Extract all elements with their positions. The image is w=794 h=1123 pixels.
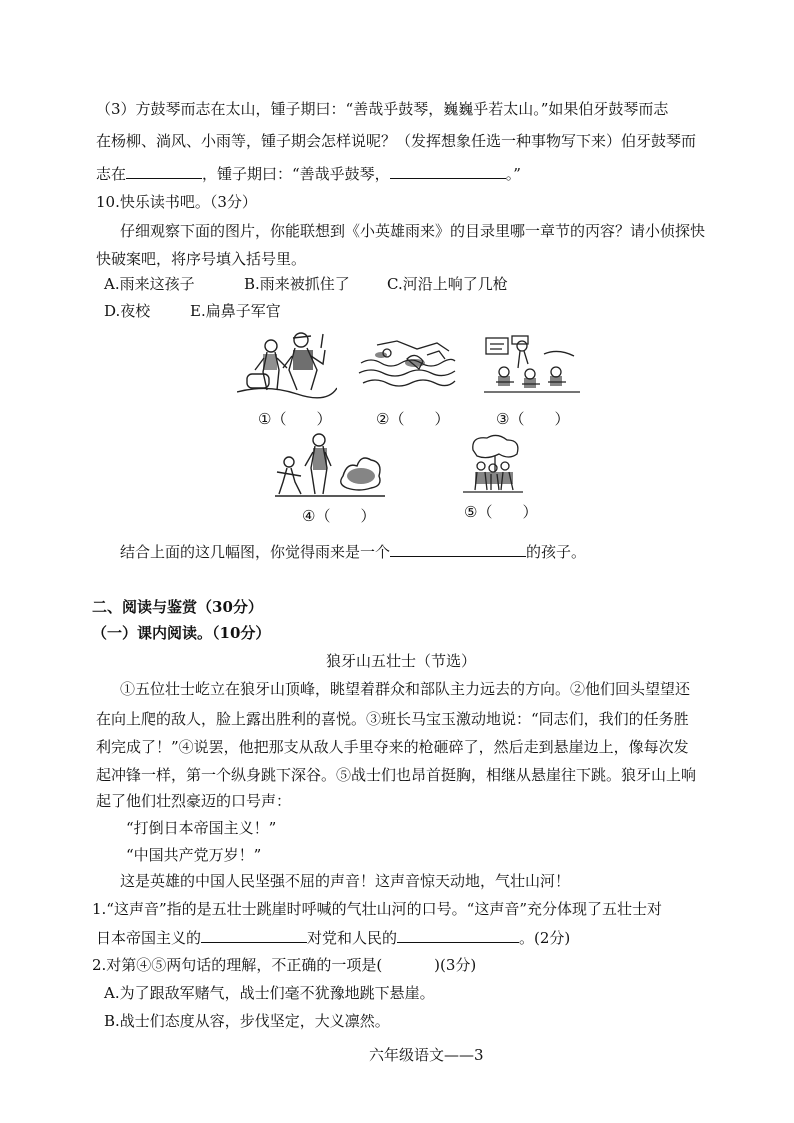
illustration-5-group-under-tree: [463, 432, 523, 496]
q10-intro2: 快破案吧，将序号填入括号里。: [96, 250, 307, 268]
q2-option-a: A.为了跟敌军赌气，战士们毫不犹豫地跳下悬崖。: [104, 984, 435, 1002]
option-d: D.夜校: [104, 302, 151, 320]
q2-a: 2.对第④⑤两句话的理解，不正确的一项是(: [92, 956, 383, 974]
illustration-1-boy-and-officer: [237, 330, 337, 400]
q9-3-line3-a: 志在: [96, 165, 127, 183]
passage-line-2: 在向上爬的敌人，脸上露出胜利的喜悦。③班长马宝玉激动地说：“同志们，我们的任务胜: [96, 710, 689, 728]
q10-intro1: 仔细观察下面的图片，你能联想到《小英雄雨来》的目录里哪一章节的丙容？请小侦探快: [120, 222, 706, 240]
illustration-2-river: [357, 333, 457, 395]
caption-2: ②（ ）: [376, 410, 450, 428]
q2-line: [92, 954, 476, 976]
slogan-1: “打倒日本帝国主义！”: [126, 819, 277, 837]
answer-blank-4[interactable]: [201, 926, 307, 943]
q1-line2: [96, 926, 570, 949]
q1-b: 对党和人民的: [307, 929, 398, 947]
q10-conclusion: [120, 540, 586, 563]
answer-blank-3[interactable]: [390, 540, 526, 557]
caption-5: ⑤（ ）: [464, 503, 538, 521]
passage-line-4: 起冲锋一样，第一个纵身跳下深谷。⑤战士们也昂首挺胸，相继从悬崖往下跳。狼牙山上响: [96, 766, 697, 784]
illustration-4-soldiers: [275, 432, 385, 500]
caption-4: ④（ ）: [302, 507, 376, 525]
option-e: E.扁鼻子军官: [190, 302, 281, 320]
section-2-sub1: （一）课内阅读。（10分）: [92, 624, 271, 642]
section-2-title: 二、阅读与鉴赏（30分）: [92, 598, 263, 616]
q10-conclusion-a: 结合上面的这几幅图，你觉得雨来是一个: [120, 543, 391, 561]
caption-1: ①（ ）: [258, 410, 332, 428]
option-a: A.雨来这孩子: [104, 275, 195, 293]
page-footer: 六年级语文——3: [369, 1046, 484, 1064]
slogan-2: “中国共产党万岁！”: [126, 846, 262, 864]
answer-blank-2[interactable]: [390, 162, 506, 179]
q9-3-line2: 在杨柳、淌风、小雨等，锺子期会怎样说呢？（发挥想象任选一种事物写下来）伯牙鼓琴而: [96, 132, 697, 150]
q1-line1: 1.“这声音”指的是五壮士跳崖时呼喊的气壮山河的口号。“这声音”充分体现了五壮士对: [92, 900, 662, 918]
passage-closing: 这是英雄的中国人民坚强不屈的声音！这声音惊天动地，气壮山河！: [120, 872, 571, 890]
answer-blank-1[interactable]: [126, 162, 202, 179]
q10-conclusion-b: 的孩子。: [526, 543, 587, 561]
passage-line-5: 起了他们壮烈豪迈的口号声：: [96, 792, 292, 810]
caption-3: ③（ ）: [496, 410, 570, 428]
q9-3-line1: （3）方鼓琴而志在太山，锺子期曰：“善哉乎鼓琴，巍巍乎若太山。”如果伯牙鼓琴而志: [96, 100, 669, 118]
option-b: B.雨来被抓住了: [244, 275, 350, 293]
q1-a: 日本帝国主义的: [96, 929, 202, 947]
q9-3-line3-c: 。”: [505, 165, 521, 183]
option-c: C.河沿上响了几枪: [387, 275, 508, 293]
q1-c: 。(2分): [519, 929, 571, 947]
illustration-3-night-school: [484, 334, 580, 396]
q10-title: 10.快乐读书吧。（3分）: [96, 193, 257, 211]
passage-title: 狼牙山五壮士（节选）: [326, 652, 477, 670]
passage-line-3: 利完成了！”④说罢，他把那支从敌人手里夺来的枪砸碎了，然后走到悬崖边上，像每次发: [96, 738, 689, 756]
q9-3-line3: [96, 162, 521, 185]
q2-option-b: B.战士们态度从容，步伐坚定，大义凛然。: [104, 1012, 390, 1030]
passage-line-1: ①五位壮士屹立在狼牙山顶峰，眺望着群众和部队主力远去的方向。②他们回头望望还: [120, 680, 691, 698]
answer-blank-5[interactable]: [397, 926, 519, 943]
q9-3-line3-b: ，锺子期曰：“善哉乎鼓琴，: [202, 165, 390, 183]
q2-b: )(3分): [434, 956, 477, 974]
